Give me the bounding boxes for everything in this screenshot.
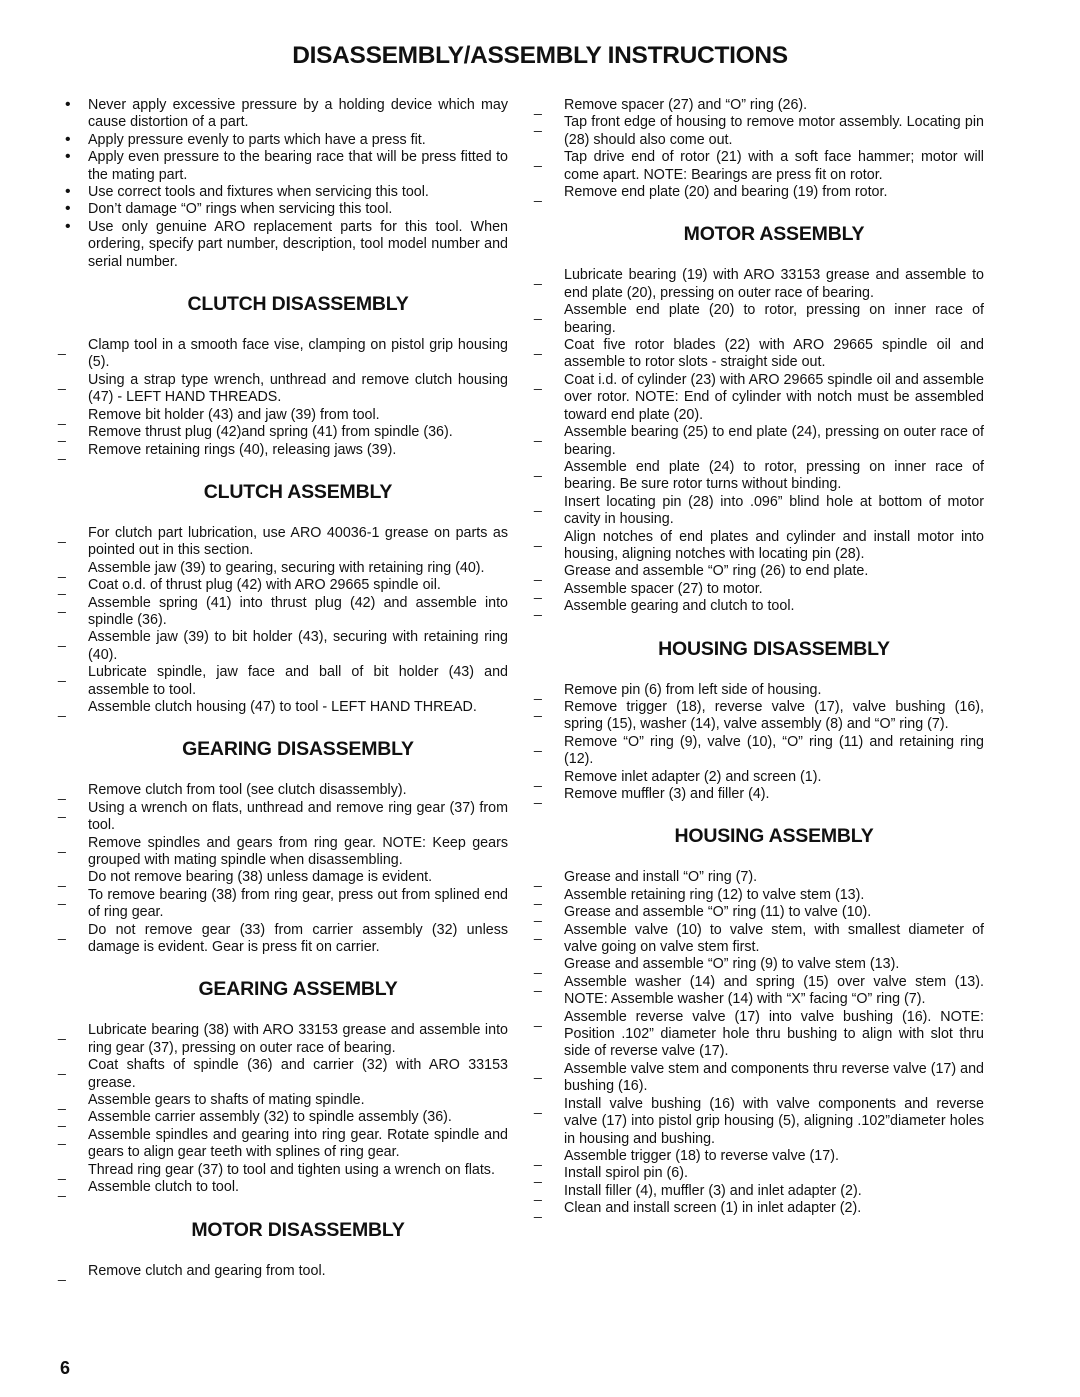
list-item bbox=[58, 1179, 508, 1198]
step-marker: _ bbox=[534, 1097, 542, 1114]
step-marker: _ bbox=[58, 579, 66, 596]
list-item bbox=[534, 698, 984, 734]
section-heading: MOTOR DISASSEMBLY bbox=[191, 1218, 405, 1241]
list-item bbox=[534, 1060, 984, 1096]
item-text: Grease and assemble “O” ring (26) to end plate. bbox=[564, 563, 869, 580]
item-text: Use only genuine ARO replacement parts for this tool. When ordering, specify part number, description, tool model number and serial number. bbox=[88, 218, 508, 270]
item-text: Assemble spacer (27) to motor. bbox=[564, 580, 763, 597]
item-text: Clean and install screen (1) in inlet adapter (2). bbox=[564, 1200, 862, 1217]
list-item bbox=[534, 184, 984, 203]
left-column bbox=[58, 96, 508, 1302]
list-item bbox=[534, 97, 984, 115]
section-clutch-assembly bbox=[58, 480, 508, 717]
step-marker: _ bbox=[534, 1202, 542, 1219]
item-text: Using a strap type wrench, unthread and remove clutch housing (47) - LEFT HAND THREADS. bbox=[88, 371, 508, 406]
section-motor-disassembly bbox=[58, 1218, 508, 1281]
section-gearing-disassembly bbox=[58, 738, 508, 956]
step-marker: _ bbox=[534, 1062, 542, 1079]
section-heading: CLUTCH ASSEMBLY bbox=[203, 480, 393, 503]
item-text: Coat shafts of spindle (36) and carrier (32) with ARO 33153 grease. bbox=[88, 1057, 508, 1091]
list-item bbox=[58, 524, 508, 560]
item-text: Assemble clutch to tool. bbox=[88, 1179, 239, 1196]
item-text: Remove pin (6) from left side of housing. bbox=[564, 681, 822, 698]
item-text: Assemble jaw (39) to bit holder (43), securing with retaining ring (40). bbox=[88, 629, 508, 663]
step-marker: _ bbox=[534, 906, 542, 923]
list-item bbox=[65, 130, 508, 149]
section-housing-assembly bbox=[534, 825, 984, 1219]
item-text: Align notches of end plates and cylinder and install motor into housing, aligning notches with locating pin (28). bbox=[564, 528, 984, 562]
list-item bbox=[58, 371, 508, 407]
list-item bbox=[58, 559, 508, 578]
item-text: Lubricate bearing (38) with ARO 33153 grease and assemble into ring gear (37), pressing on outer race of bearing. bbox=[88, 1022, 508, 1056]
step-list bbox=[534, 267, 984, 617]
section-heading: HOUSING DISASSEMBLY bbox=[658, 637, 890, 660]
step-marker: _ bbox=[58, 801, 66, 818]
list-item bbox=[58, 577, 508, 596]
list-item bbox=[58, 1022, 508, 1057]
step-marker: _ bbox=[58, 1094, 66, 1111]
step-marker: _ bbox=[534, 888, 542, 905]
item-text: Remove clutch and gearing from tool. bbox=[88, 1262, 326, 1279]
list-item bbox=[534, 598, 984, 617]
list-item bbox=[534, 869, 984, 888]
list-item bbox=[58, 1109, 508, 1128]
step-marker: _ bbox=[58, 426, 66, 443]
list-item bbox=[534, 1182, 984, 1201]
list-item bbox=[534, 973, 984, 1009]
bullet-marker: • bbox=[65, 96, 71, 113]
list-item bbox=[58, 664, 508, 699]
item-text: Assemble gearing and clutch to tool. bbox=[564, 598, 795, 615]
item-text: Assemble bearing (25) to end plate (24), pressing on outer race of bearing. bbox=[564, 424, 984, 458]
list-item bbox=[534, 149, 984, 184]
step-marker: _ bbox=[58, 700, 66, 717]
step-marker: _ bbox=[534, 565, 542, 582]
item-text: Grease and assemble “O” ring (11) to valve (10). bbox=[564, 904, 872, 921]
section-housing-disassembly bbox=[534, 637, 984, 804]
step-marker: _ bbox=[58, 923, 66, 940]
step-marker: _ bbox=[534, 923, 542, 940]
section-intro bbox=[534, 97, 984, 203]
item-text: Apply even pressure to the bearing race that will be press fitted to the mating part. bbox=[88, 149, 508, 183]
item-text: Remove trigger (18), reverse valve (17), valve bushing (16), spring (15), washer (14), valve assembly (8) and “O” ring (7). bbox=[564, 698, 984, 733]
step-marker: _ bbox=[58, 526, 66, 543]
list-item bbox=[534, 921, 984, 957]
list-item bbox=[534, 580, 984, 599]
list-item bbox=[534, 1147, 984, 1166]
list-item bbox=[58, 1126, 508, 1162]
list-item bbox=[58, 629, 508, 664]
list-item bbox=[534, 681, 984, 700]
step-marker: _ bbox=[534, 958, 542, 975]
item-text: Remove bit holder (43) and jaw (39) from tool. bbox=[88, 406, 380, 423]
page-title: DISASSEMBLY/ASSEMBLY INSTRUCTIONS bbox=[292, 42, 788, 69]
page-number: 6 bbox=[60, 1358, 71, 1378]
item-text: Tap front edge of housing to remove motor assembly. Locating pin (28) should also come out. bbox=[564, 114, 984, 148]
list-item bbox=[65, 217, 508, 271]
section-clutch-disassembly bbox=[58, 293, 508, 460]
step-list bbox=[534, 97, 984, 203]
item-text: Remove clutch from tool (see clutch disassembly). bbox=[88, 782, 407, 799]
step-marker: _ bbox=[534, 735, 542, 752]
item-text: Thread ring gear (37) to tool and tighten using a wrench on flats. bbox=[88, 1161, 495, 1178]
step-marker: _ bbox=[58, 443, 66, 460]
list-item bbox=[58, 406, 508, 425]
item-text: Coat five rotor blades (22) with ARO 29665 spindle oil and assemble to rotor slots - straight side out. bbox=[564, 337, 984, 371]
section-heading: GEARING ASSEMBLY bbox=[198, 978, 398, 1001]
item-text: Assemble trigger (18) to reverse valve (17). bbox=[564, 1147, 839, 1164]
item-text: Lubricate bearing (19) with ARO 33153 grease and assemble to end plate (20), pressing on outer race of bearing. bbox=[564, 267, 984, 301]
item-text: To remove bearing (38) from ring gear, press out from splined end of ring gear. bbox=[88, 886, 508, 921]
item-text: Assemble reverse valve (17) into valve bushing (16). NOTE: Position .102” diameter hole thru bushing to align with slot thru side of reverse valve (17). bbox=[564, 1008, 984, 1060]
item-text: Coat i.d. of cylinder (23) with ARO 29665 spindle oil and assemble over rotor. NOTE: End of cylinder with notch must be assembled toward end plate (20). bbox=[564, 371, 984, 423]
list-item bbox=[65, 96, 508, 132]
step-marker: _ bbox=[534, 700, 542, 717]
list-item bbox=[65, 200, 508, 218]
item-text: Lubricate spindle, jaw face and ball of bit holder (43) and assemble to tool. bbox=[88, 664, 508, 698]
step-marker: _ bbox=[534, 975, 542, 992]
step-marker: _ bbox=[534, 460, 542, 477]
item-text: For clutch part lubrication, use ARO 40036-1 grease on parts as pointed out in this section. bbox=[88, 524, 508, 559]
list-item bbox=[58, 869, 508, 888]
section-gearing-assembly bbox=[58, 978, 508, 1198]
list-item bbox=[58, 782, 508, 801]
step-marker: _ bbox=[534, 871, 542, 888]
step-marker: _ bbox=[534, 600, 542, 617]
item-text: Remove spindles and gears from ring gear. NOTE: Keep gears grouped with mating spindle when disassembling. bbox=[88, 834, 508, 868]
step-marker: _ bbox=[58, 1181, 66, 1198]
item-text: Assemble gears to shafts of mating spindle. bbox=[88, 1092, 365, 1109]
list-item bbox=[534, 733, 984, 769]
bullet-marker: • bbox=[65, 200, 71, 218]
item-text: Remove spacer (27) and “O” ring (26). bbox=[564, 97, 808, 113]
step-marker: _ bbox=[58, 408, 66, 425]
section-heading: CLUTCH DISASSEMBLY bbox=[187, 293, 409, 316]
step-marker: _ bbox=[58, 596, 66, 613]
item-text: Coat o.d. of thrust plug (42) with ARO 29665 spindle oil. bbox=[88, 577, 441, 594]
item-text: Assemble valve stem and components thru reverse valve (17) and bushing (16). bbox=[564, 1060, 984, 1095]
item-text: Remove retaining rings (40), releasing jaws (39). bbox=[88, 441, 397, 458]
list-item bbox=[65, 183, 508, 201]
step-marker: _ bbox=[534, 186, 542, 203]
item-text: Assemble end plate (20) to rotor, pressing on inner race of bearing. bbox=[564, 302, 984, 336]
step-marker: _ bbox=[58, 561, 66, 578]
item-text: Do not remove gear (33) from carrier assembly (32) unless damage is evident. Gear is press fit on carrier. bbox=[88, 921, 508, 956]
list-item bbox=[534, 114, 984, 149]
item-text: Don’t damage “O” rings when servicing this tool. bbox=[88, 201, 393, 218]
step-marker: _ bbox=[534, 683, 542, 700]
item-text: Tap drive end of rotor (21) with a soft face hammer; motor will come apart. NOTE: Bearings are press fit on rotor. bbox=[564, 149, 984, 183]
list-item bbox=[534, 424, 984, 459]
step-marker: _ bbox=[58, 666, 66, 683]
item-text: Remove “O” ring (9), valve (10), “O” ring (11) and retaining ring (12). bbox=[564, 733, 984, 768]
list-item bbox=[58, 1092, 508, 1111]
list-item bbox=[534, 302, 984, 337]
item-text: Assemble spring (41) into thrust plug (42) and assemble into spindle (36). bbox=[88, 594, 508, 628]
step-marker: _ bbox=[534, 99, 542, 115]
step-marker: _ bbox=[534, 339, 542, 356]
step-marker: _ bbox=[58, 339, 66, 356]
section-heading: GEARING DISASSEMBLY bbox=[182, 738, 414, 761]
step-marker: _ bbox=[58, 888, 66, 905]
item-text: Assemble valve (10) to valve stem, with smallest diameter of valve going on valve stem first. bbox=[564, 921, 984, 956]
list-item bbox=[534, 1008, 984, 1061]
list-item bbox=[58, 337, 508, 372]
step-marker: _ bbox=[534, 373, 542, 390]
item-text: Assemble retaining ring (12) to valve stem (13). bbox=[564, 886, 865, 903]
list-item bbox=[58, 1057, 508, 1092]
item-text: Clamp tool in a smooth face vise, clamping on pistol grip housing (5). bbox=[88, 337, 508, 371]
list-item bbox=[58, 424, 508, 443]
bullet-marker: • bbox=[65, 148, 71, 166]
step-list bbox=[58, 337, 508, 460]
list-item bbox=[58, 698, 508, 717]
step-list bbox=[534, 869, 984, 1219]
right-column bbox=[534, 97, 984, 1240]
item-text: Assemble carrier assembly (32) to spindle assembly (36). bbox=[88, 1109, 452, 1126]
step-marker: _ bbox=[58, 1163, 66, 1180]
list-item bbox=[534, 371, 984, 424]
step-marker: _ bbox=[58, 373, 66, 390]
list-item bbox=[534, 528, 984, 564]
item-text: Grease and install “O” ring (7). bbox=[564, 869, 758, 886]
step-marker: _ bbox=[534, 116, 542, 133]
list-item bbox=[534, 886, 984, 905]
item-text: Do not remove bearing (38) unless damage is evident. bbox=[88, 869, 433, 886]
list-item bbox=[534, 1095, 984, 1148]
item-text: Use correct tools and fixtures when servicing this tool. bbox=[88, 184, 429, 201]
bullet-marker: • bbox=[65, 130, 71, 148]
step-list bbox=[58, 1262, 508, 1281]
step-marker: _ bbox=[58, 1024, 66, 1041]
step-marker: _ bbox=[534, 151, 542, 168]
list-item bbox=[65, 148, 508, 184]
list-item bbox=[534, 786, 984, 804]
step-marker: _ bbox=[534, 426, 542, 443]
list-item bbox=[58, 1161, 508, 1180]
step-marker: _ bbox=[58, 1059, 66, 1076]
list-item bbox=[534, 904, 984, 923]
step-marker: _ bbox=[534, 770, 542, 787]
step-marker: _ bbox=[534, 304, 542, 321]
step-marker: _ bbox=[534, 530, 542, 547]
step-marker: _ bbox=[534, 269, 542, 286]
section-motor-assembly bbox=[534, 223, 984, 617]
step-list bbox=[65, 96, 508, 271]
step-marker: _ bbox=[58, 631, 66, 648]
step-marker: _ bbox=[534, 495, 542, 512]
list-item bbox=[58, 921, 508, 957]
list-item bbox=[534, 1200, 984, 1219]
item-text: Never apply excessive pressure by a holding device which may cause distortion of a part. bbox=[88, 97, 508, 131]
step-list bbox=[58, 524, 508, 717]
step-marker: _ bbox=[58, 871, 66, 888]
item-text: Assemble washer (14) and spring (15) over valve stem (13). NOTE: Assemble washer (14) with “X” facing “O” ring (7). bbox=[564, 973, 984, 1008]
list-item bbox=[534, 267, 984, 302]
step-marker: _ bbox=[534, 1149, 542, 1166]
step-marker: _ bbox=[534, 1184, 542, 1201]
step-marker: _ bbox=[58, 1264, 66, 1281]
item-text: Install filler (4), muffler (3) and inlet adapter (2). bbox=[564, 1182, 862, 1199]
list-item bbox=[534, 1165, 984, 1184]
section-heading: MOTOR ASSEMBLY bbox=[683, 223, 865, 246]
list-item bbox=[58, 799, 508, 835]
list-item bbox=[58, 441, 508, 460]
item-text: Apply pressure evenly to parts which have a press fit. bbox=[88, 131, 426, 148]
item-text: Insert locating pin (28) into .096” blind hole at bottom of motor cavity in housing. bbox=[564, 493, 984, 528]
bullet-marker: • bbox=[65, 217, 71, 235]
item-text: Assemble end plate (24) to rotor, pressing on inner race of bearing. Be sure rotor turns without binding. bbox=[564, 458, 984, 493]
list-item bbox=[534, 493, 984, 529]
step-marker: _ bbox=[58, 784, 66, 801]
item-text: Grease and assemble “O” ring (9) to valve stem (13). bbox=[564, 956, 900, 973]
step-marker: _ bbox=[534, 582, 542, 599]
list-item bbox=[58, 834, 508, 870]
step-marker: _ bbox=[58, 836, 66, 853]
item-text: Remove end plate (20) and bearing (19) from rotor. bbox=[564, 184, 888, 201]
list-item bbox=[534, 458, 984, 494]
list-item bbox=[534, 768, 984, 787]
section-intro bbox=[65, 96, 508, 271]
item-text: Remove inlet adapter (2) and screen (1). bbox=[564, 768, 822, 785]
step-marker: _ bbox=[58, 1128, 66, 1145]
item-text: Using a wrench on flats, unthread and remove ring gear (37) from tool. bbox=[88, 799, 508, 834]
list-item bbox=[534, 337, 984, 372]
step-marker: _ bbox=[534, 788, 542, 804]
list-item bbox=[58, 594, 508, 630]
item-text: Remove thrust plug (42)and spring (41) from spindle (36). bbox=[88, 424, 453, 441]
step-list bbox=[58, 1022, 508, 1198]
item-text: Assemble clutch housing (47) to tool - LEFT HAND THREAD. bbox=[88, 698, 477, 715]
item-text: Remove muffler (3) and filler (4). bbox=[564, 786, 770, 802]
step-marker: _ bbox=[534, 1010, 542, 1027]
step-list bbox=[58, 782, 508, 956]
item-text: Assemble spindles and gearing into ring gear. Rotate spindle and gears to align gear teeth with splines of ring gear. bbox=[88, 1126, 508, 1161]
list-item bbox=[58, 1262, 508, 1281]
bullet-marker: • bbox=[65, 183, 71, 201]
item-text: Assemble jaw (39) to gearing, securing with retaining ring (40). bbox=[88, 559, 485, 576]
step-marker: _ bbox=[58, 1111, 66, 1128]
section-heading: HOUSING ASSEMBLY bbox=[674, 825, 874, 848]
list-item bbox=[534, 956, 984, 975]
item-text: Install valve bushing (16) with valve components and reverse valve (17) into pistol grip housing (5), aligning .102”diameter holes in housing and bushing. bbox=[564, 1095, 984, 1147]
step-marker: _ bbox=[534, 1167, 542, 1184]
step-list bbox=[534, 681, 984, 804]
list-item bbox=[58, 886, 508, 922]
item-text: Install spirol pin (6). bbox=[564, 1165, 688, 1182]
list-item bbox=[534, 563, 984, 582]
